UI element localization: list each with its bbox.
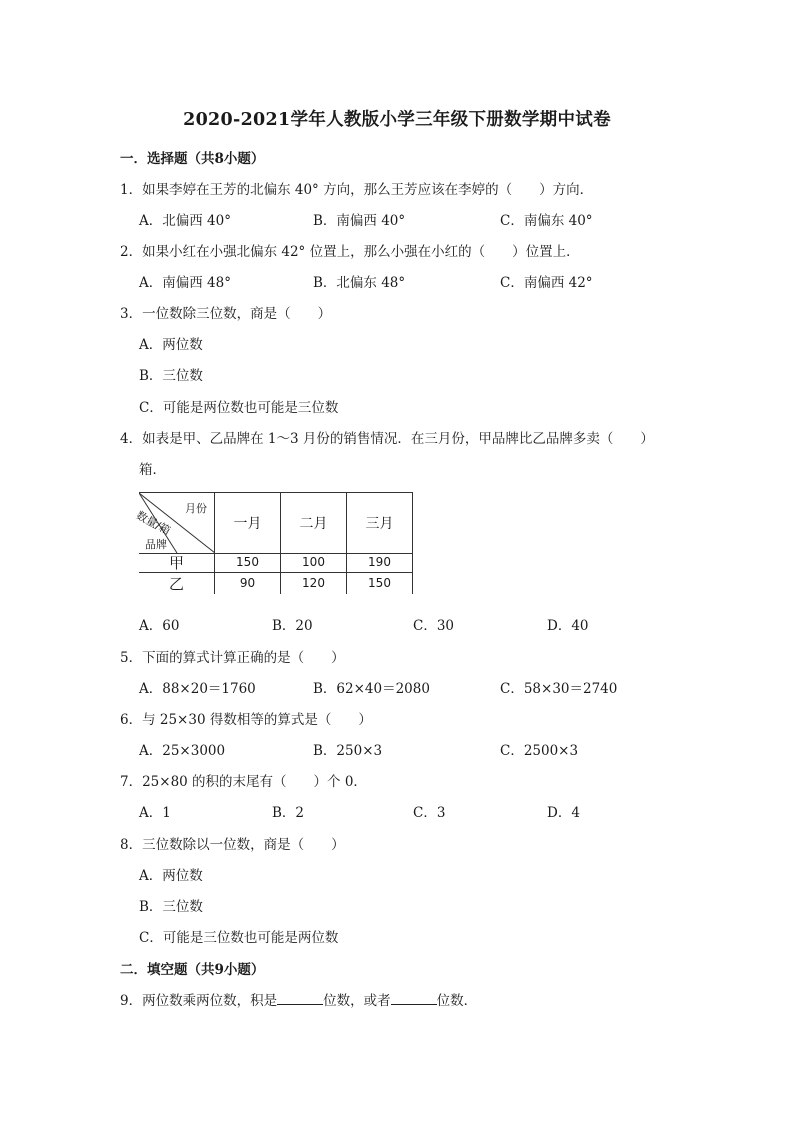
q7-option-d: D．4 <box>547 805 580 821</box>
q3-option-c: C．可能是两位数也可能是三位数 <box>139 400 339 416</box>
q5-option-a: A．88×20＝1760 <box>139 681 256 697</box>
table-cell: 150 <box>215 552 281 572</box>
answer-blank <box>277 992 323 1005</box>
answer-blank <box>391 992 437 1005</box>
table-row <box>139 552 413 573</box>
q4-option-d: D．40 <box>547 618 589 634</box>
q5-option-b: B．62×40＝2080 <box>313 681 430 697</box>
q2-option-a: A．南偏西 48° <box>139 275 231 291</box>
q9-text-part1: 9．两位数乘两位数，积是 <box>120 993 278 1009</box>
table-cell: 150 <box>347 572 413 594</box>
table-header-month: 三月 <box>347 493 413 553</box>
q1-option-a: A．北偏西 40° <box>139 213 231 229</box>
question-9 <box>120 989 477 1009</box>
question-2: 2．如果小红在小强北偏东 42° 位置上，那么小强在小红的（ ）位置上． <box>120 244 580 260</box>
table-corner-cell <box>133 493 215 553</box>
q2-option-c: C．南偏西 42° <box>500 275 593 291</box>
q5-option-c: C．58×30＝2740 <box>500 681 618 697</box>
q2-option-b: B．北偏东 48° <box>313 275 406 291</box>
q1-option-b: B．南偏西 40° <box>313 213 406 229</box>
section-heading-choice: 一．选择题（共8小题） <box>120 151 265 167</box>
table-cell: 190 <box>347 552 413 572</box>
corner-label-quantity: 数量/箱 <box>133 508 173 538</box>
q3-option-b: B．三位数 <box>139 368 203 384</box>
q4-option-b: B．20 <box>272 618 313 634</box>
q3-option-a: A．两位数 <box>139 337 203 353</box>
q9-text-part3: 位数． <box>436 993 478 1009</box>
q6-option-a: A．25×3000 <box>139 743 226 759</box>
question-8: 8．三位数除以一位数，商是（ ） <box>120 837 345 853</box>
question-1: 1．如果李婷在王芳的北偏东 40° 方向，那么王芳应该在李婷的（ ）方向． <box>120 182 594 198</box>
q4-option-c: C．30 <box>413 618 455 634</box>
table-header-month: 二月 <box>281 493 347 553</box>
q7-option-c: C．3 <box>413 805 446 821</box>
section-heading-fill: 二．填空题（共9小题） <box>120 962 265 978</box>
table-cell: 100 <box>281 552 347 572</box>
q1-option-c: C．南偏东 40° <box>500 213 593 229</box>
q6-option-b: B．250×3 <box>313 743 383 759</box>
page-title: 2020-2021学年人教版小学三年级下册数学期中试卷 <box>183 110 611 130</box>
question-3: 3．一位数除三位数，商是（ ） <box>120 306 332 322</box>
q8-option-a: A．两位数 <box>139 868 203 884</box>
table-header-row <box>133 492 413 554</box>
table-header-month: 一月 <box>215 493 281 553</box>
question-4-continued: 箱． <box>139 462 166 478</box>
q7-option-a: A．1 <box>139 805 171 821</box>
corner-label-brand: 品牌 <box>145 538 167 551</box>
question-7: 7．25×80 的积的末尾有（ ）个 0． <box>120 774 367 790</box>
q8-option-b: B．三位数 <box>139 899 203 915</box>
table-cell: 120 <box>281 572 347 594</box>
table-cell: 90 <box>215 572 281 594</box>
q8-option-c: C．可能是三位数也可能是两位数 <box>139 930 339 946</box>
table-brand-cell: 甲 <box>139 552 215 572</box>
table-row <box>139 572 413 594</box>
sales-table <box>133 492 413 594</box>
q7-option-b: B．2 <box>272 805 305 821</box>
table-brand-cell: 乙 <box>139 572 215 594</box>
q9-text-part2: 位数，或者 <box>323 993 391 1009</box>
q4-option-a: A．60 <box>139 618 180 634</box>
question-4: 4．如表是甲、乙品牌在 1～3 月份的销售情况．在三月份，甲品牌比乙品牌多卖（ ） <box>120 431 654 447</box>
question-5: 5．下面的算式计算正确的是（ ） <box>120 650 345 666</box>
question-6: 6．与 25×30 得数相等的算式是（ ） <box>120 712 372 728</box>
q6-option-c: C．2500×3 <box>500 743 579 759</box>
corner-label-month: 月份 <box>185 502 207 515</box>
